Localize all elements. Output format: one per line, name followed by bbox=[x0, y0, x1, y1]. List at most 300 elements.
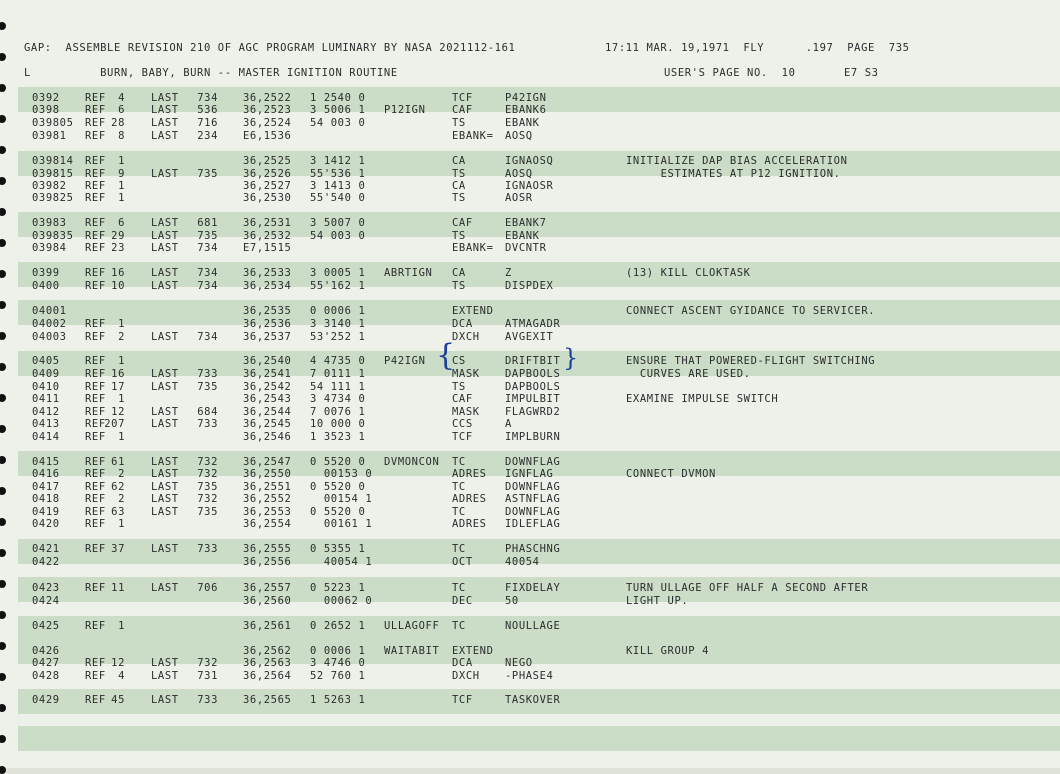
cell-num: 0415 bbox=[32, 456, 60, 468]
cell-code: 54 003 0 bbox=[310, 117, 366, 129]
cell-num: 0422 bbox=[32, 556, 60, 568]
cell-last: LAST bbox=[151, 456, 179, 468]
feed-hole bbox=[0, 84, 6, 92]
cell-addr: 36,2525 bbox=[243, 155, 292, 167]
cell-rn: 16 bbox=[111, 267, 125, 279]
cell-code: 4 4735 0 bbox=[310, 355, 366, 367]
cell-last: LAST bbox=[151, 368, 179, 380]
cell-op: TCF bbox=[452, 694, 473, 706]
cell-addr: 36,2530 bbox=[243, 192, 292, 204]
feed-hole bbox=[0, 394, 6, 402]
feed-hole bbox=[0, 425, 6, 433]
cell-rn: 2 bbox=[118, 493, 125, 505]
cell-num: 0425 bbox=[32, 620, 60, 632]
cell-operand: AOSQ bbox=[505, 130, 533, 142]
cell-num: 0417 bbox=[32, 481, 60, 493]
cell-ln: 735 bbox=[197, 381, 218, 393]
cell-code: 54 003 0 bbox=[310, 230, 366, 242]
cell-rn: 9 bbox=[118, 168, 125, 180]
cell-ref: REF bbox=[85, 267, 106, 279]
cell-comment: CONNECT ASCENT GYIDANCE TO SERVICER. bbox=[626, 305, 876, 317]
cell-code: 7 0076 1 bbox=[310, 406, 366, 418]
cell-ln: 732 bbox=[197, 493, 218, 505]
cell-ref: REF bbox=[85, 493, 106, 505]
feed-hole bbox=[0, 735, 6, 743]
cell-op: CA bbox=[452, 180, 466, 192]
cell-operand: EBANK bbox=[505, 117, 540, 129]
cell-last: LAST bbox=[151, 657, 179, 669]
cell-rn: 6 bbox=[118, 104, 125, 116]
cell-comment: CURVES ARE USED. bbox=[626, 368, 751, 380]
cell-last: LAST bbox=[151, 493, 179, 505]
cell-code: 3 1412 1 bbox=[310, 155, 366, 167]
cell-code: 52 760 1 bbox=[310, 670, 366, 682]
feed-hole bbox=[0, 239, 6, 247]
cell-num: 0418 bbox=[32, 493, 60, 505]
cell-operand: DRIFTBIT bbox=[505, 355, 561, 367]
cell-comment: (13) KILL CLOKTASK bbox=[626, 267, 751, 279]
cell-num: 0414 bbox=[32, 431, 60, 443]
cell-rn: 8 bbox=[118, 130, 125, 142]
cell-ref: REF bbox=[85, 620, 106, 632]
cell-code: 00154 1 bbox=[310, 493, 373, 505]
cell-rn: 6 bbox=[118, 217, 125, 229]
cell-comment: INITIALIZE DAP BIAS ACCELERATION bbox=[626, 155, 848, 167]
cell-ln: 734 bbox=[197, 331, 218, 343]
cell-addr: 36,2544 bbox=[243, 406, 292, 418]
cell-code: 0 0006 1 bbox=[310, 645, 366, 657]
cell-ln: 732 bbox=[197, 657, 218, 669]
cell-op: TC bbox=[452, 481, 466, 493]
cell-ref: REF bbox=[85, 92, 106, 104]
feed-hole bbox=[0, 642, 6, 650]
feed-hole bbox=[0, 115, 6, 123]
cell-op: DCA bbox=[452, 657, 473, 669]
cell-addr: 36,2542 bbox=[243, 381, 292, 393]
cell-num: 0412 bbox=[32, 406, 60, 418]
cell-code: 1 5263 1 bbox=[310, 694, 366, 706]
feed-hole bbox=[0, 549, 6, 557]
cell-ref: REF bbox=[85, 506, 106, 518]
cell-operand: AVGEXIT bbox=[505, 331, 554, 343]
cell-code: 0 0006 1 bbox=[310, 305, 366, 317]
cell-code: 0 2652 1 bbox=[310, 620, 366, 632]
cell-comment: ENSURE THAT POWERED-FLIGHT SWITCHING bbox=[626, 355, 876, 367]
cell-rn: 29 bbox=[111, 230, 125, 242]
cell-rn: 1 bbox=[118, 620, 125, 632]
cell-code: 3 5007 0 bbox=[310, 217, 366, 229]
cell-label: ULLAGOFF bbox=[384, 620, 440, 632]
cell-num: 0420 bbox=[32, 518, 60, 530]
cell-op: DXCH bbox=[452, 670, 480, 682]
cell-rn: 23 bbox=[111, 242, 125, 254]
cell-addr: E6,1536 bbox=[243, 130, 292, 142]
cell-code: 3 5006 1 bbox=[310, 104, 366, 116]
cell-operand: PHASCHNG bbox=[505, 543, 561, 555]
cell-ln: 732 bbox=[197, 468, 218, 480]
cell-operand: ATMAGADR bbox=[505, 318, 561, 330]
cell-code: 0 5223 1 bbox=[310, 582, 366, 594]
cell-code: 54 111 1 bbox=[310, 381, 366, 393]
cell-operand: P42IGN bbox=[505, 92, 547, 104]
cell-addr: 36,2535 bbox=[243, 305, 292, 317]
cell-num: 0421 bbox=[32, 543, 60, 555]
cell-ln: 735 bbox=[197, 481, 218, 493]
feed-hole bbox=[0, 456, 6, 464]
cell-code: 0 5355 1 bbox=[310, 543, 366, 555]
cell-last: LAST bbox=[151, 543, 179, 555]
cell-op: TS bbox=[452, 280, 466, 292]
cell-last: LAST bbox=[151, 217, 179, 229]
cell-op: EXTEND bbox=[452, 305, 494, 317]
cell-operand: 40054 bbox=[505, 556, 540, 568]
cell-ref: REF bbox=[85, 481, 106, 493]
cell-num: 0423 bbox=[32, 582, 60, 594]
cell-rn: 12 bbox=[111, 657, 125, 669]
cell-rn: 62 bbox=[111, 481, 125, 493]
cell-comment: CONNECT DVMON bbox=[626, 468, 716, 480]
cell-addr: 36,2555 bbox=[243, 543, 292, 555]
cell-rn: 28 bbox=[111, 117, 125, 129]
cell-label: WAITABIT bbox=[384, 645, 440, 657]
cell-operand: NEGO bbox=[505, 657, 533, 669]
cell-addr: 36,2526 bbox=[243, 168, 292, 180]
cell-num: 04003 bbox=[32, 331, 67, 343]
cell-code: 1 2540 0 bbox=[310, 92, 366, 104]
cell-ln: 732 bbox=[197, 456, 218, 468]
cell-rn: 16 bbox=[111, 368, 125, 380]
feed-hole bbox=[0, 208, 6, 216]
cell-code: 3 3140 1 bbox=[310, 318, 366, 330]
cell-ref: REF bbox=[85, 104, 106, 116]
cell-ln: 706 bbox=[197, 582, 218, 594]
cell-operand: EBANK6 bbox=[505, 104, 547, 116]
cell-ln: 735 bbox=[197, 230, 218, 242]
cell-addr: 36,2560 bbox=[243, 595, 292, 607]
cell-addr: 36,2563 bbox=[243, 657, 292, 669]
cell-code: 3 4734 0 bbox=[310, 393, 366, 405]
cell-operand: IGNAOSQ bbox=[505, 155, 554, 167]
cell-operand: DISPDEX bbox=[505, 280, 554, 292]
cell-num: 039825 bbox=[32, 192, 74, 204]
cell-label: P12IGN bbox=[384, 104, 426, 116]
cell-rn: 1 bbox=[118, 155, 125, 167]
cell-last: LAST bbox=[151, 104, 179, 116]
cell-addr: 36,2537 bbox=[243, 331, 292, 343]
feed-hole bbox=[0, 363, 6, 371]
cell-ref: REF bbox=[85, 318, 106, 330]
cell-ln: 734 bbox=[197, 267, 218, 279]
cell-label: DVMONCON bbox=[384, 456, 440, 468]
cell-code: 55'540 0 bbox=[310, 192, 366, 204]
cell-op: CA bbox=[452, 267, 466, 279]
cell-op: DEC bbox=[452, 595, 473, 607]
cell-ref: REF bbox=[85, 518, 106, 530]
cell-rn: 11 bbox=[111, 582, 125, 594]
cell-ref: REF bbox=[85, 670, 106, 682]
cell-ln: 735 bbox=[197, 168, 218, 180]
cell-addr: 36,2547 bbox=[243, 456, 292, 468]
cell-comment: TURN ULLAGE OFF HALF A SECOND AFTER bbox=[626, 582, 869, 594]
cell-addr: 36,2540 bbox=[243, 355, 292, 367]
feed-hole bbox=[0, 487, 6, 495]
cell-operand: FLAGWRD2 bbox=[505, 406, 561, 418]
cell-num: 04001 bbox=[32, 305, 67, 317]
cell-operand: NOULLAGE bbox=[505, 620, 561, 632]
cell-last: LAST bbox=[151, 331, 179, 343]
cell-ref: REF bbox=[85, 418, 106, 430]
cell-ref: REF bbox=[85, 230, 106, 242]
cell-addr: 36,2553 bbox=[243, 506, 292, 518]
cell-addr: 36,2534 bbox=[243, 280, 292, 292]
cell-addr: 36,2550 bbox=[243, 468, 292, 480]
cell-label: P42IGN bbox=[384, 355, 426, 367]
cell-op: TC bbox=[452, 543, 466, 555]
cell-operand: IMPULBIT bbox=[505, 393, 561, 405]
cell-comment: KILL GROUP 4 bbox=[626, 645, 710, 657]
cell-num: 0392 bbox=[32, 92, 60, 104]
cell-op: TCF bbox=[452, 92, 473, 104]
cell-num: 0419 bbox=[32, 506, 60, 518]
cell-last: LAST bbox=[151, 468, 179, 480]
feed-hole bbox=[0, 611, 6, 619]
greenbar-band bbox=[18, 726, 1060, 751]
cell-op: CS bbox=[452, 355, 466, 367]
cell-op: OCT bbox=[452, 556, 473, 568]
cell-op: ADRES bbox=[452, 493, 487, 505]
feed-hole bbox=[0, 766, 6, 774]
cell-op: TS bbox=[452, 381, 466, 393]
cell-comment: EXAMINE IMPULSE SWITCH bbox=[626, 393, 779, 405]
cell-ref: REF bbox=[85, 468, 106, 480]
cell-comment: ESTIMATES AT P12 IGNITION. bbox=[626, 168, 841, 180]
cell-ref: REF bbox=[85, 180, 106, 192]
cell-operand: EBANK bbox=[505, 230, 540, 242]
cell-code: 55'162 1 bbox=[310, 280, 366, 292]
cell-last: LAST bbox=[151, 406, 179, 418]
cell-addr: 36,2562 bbox=[243, 645, 292, 657]
cell-op: TC bbox=[452, 582, 466, 594]
cell-addr: 36,2557 bbox=[243, 582, 292, 594]
cell-num: 0399 bbox=[32, 267, 60, 279]
cell-code: 55'536 1 bbox=[310, 168, 366, 180]
cell-operand: DAPBOOLS bbox=[505, 368, 561, 380]
cell-rn: 2 bbox=[118, 468, 125, 480]
cell-last: LAST bbox=[151, 242, 179, 254]
cell-ref: REF bbox=[85, 168, 106, 180]
cell-ref: REF bbox=[85, 381, 106, 393]
cell-ln: 716 bbox=[197, 117, 218, 129]
cell-rn: 17 bbox=[111, 381, 125, 393]
header-user-page: USER'S PAGE NO. 10 E7 S3 bbox=[664, 67, 879, 79]
feed-hole bbox=[0, 53, 6, 61]
cell-label: ABRTIGN bbox=[384, 267, 433, 279]
cell-addr: 36,2522 bbox=[243, 92, 292, 104]
cell-num: 0398 bbox=[32, 104, 60, 116]
cell-rn: 1 bbox=[118, 355, 125, 367]
cell-last: LAST bbox=[151, 694, 179, 706]
cell-ln: 733 bbox=[197, 418, 218, 430]
cell-num: 0405 bbox=[32, 355, 60, 367]
cell-code: 0 5520 0 bbox=[310, 456, 366, 468]
handwritten-right-brace: } bbox=[563, 344, 579, 372]
cell-op: ADRES bbox=[452, 468, 487, 480]
cell-ref: REF bbox=[85, 242, 106, 254]
cell-op: CAF bbox=[452, 393, 473, 405]
cell-code: 10 000 0 bbox=[310, 418, 366, 430]
cell-op: TC bbox=[452, 506, 466, 518]
cell-ln: 731 bbox=[197, 670, 218, 682]
cell-op: MASK bbox=[452, 368, 480, 380]
cell-last: LAST bbox=[151, 506, 179, 518]
cell-rn: 207 bbox=[104, 418, 125, 430]
cell-num: 03982 bbox=[32, 180, 67, 192]
cell-num: 03984 bbox=[32, 242, 67, 254]
header-title: GAP: ASSEMBLE REVISION 210 OF AGC PROGRAM LUMINARY BY NASA 2021112-161 bbox=[24, 42, 516, 54]
cell-rn: 61 bbox=[111, 456, 125, 468]
cell-code: 3 1413 0 bbox=[310, 180, 366, 192]
cell-num: 0411 bbox=[32, 393, 60, 405]
cell-ref: REF bbox=[85, 117, 106, 129]
cell-rn: 1 bbox=[118, 192, 125, 204]
cell-last: LAST bbox=[151, 168, 179, 180]
cell-ref: REF bbox=[85, 355, 106, 367]
cell-operand: IMPLBURN bbox=[505, 431, 561, 443]
cell-ref: REF bbox=[85, 543, 106, 555]
cell-ref: REF bbox=[85, 582, 106, 594]
cell-addr: 36,2561 bbox=[243, 620, 292, 632]
cell-addr: 36,2545 bbox=[243, 418, 292, 430]
cell-num: 04002 bbox=[32, 318, 67, 330]
cell-ref: REF bbox=[85, 657, 106, 669]
cell-op: EXTEND bbox=[452, 645, 494, 657]
cell-last: LAST bbox=[151, 267, 179, 279]
cell-ref: REF bbox=[85, 280, 106, 292]
feed-hole bbox=[0, 22, 6, 30]
cell-ref: REF bbox=[85, 192, 106, 204]
cell-rn: 4 bbox=[118, 92, 125, 104]
feed-hole bbox=[0, 270, 6, 278]
cell-last: LAST bbox=[151, 670, 179, 682]
cell-op: TC bbox=[452, 620, 466, 632]
cell-last: LAST bbox=[151, 92, 179, 104]
cell-ref: REF bbox=[85, 155, 106, 167]
cell-rn: 45 bbox=[111, 694, 125, 706]
cell-addr: E7,1515 bbox=[243, 242, 292, 254]
cell-code: 53'252 1 bbox=[310, 331, 366, 343]
cell-op: ADRES bbox=[452, 518, 487, 530]
cell-code: 7 0111 1 bbox=[310, 368, 366, 380]
cell-operand: FIXDELAY bbox=[505, 582, 561, 594]
cell-rn: 63 bbox=[111, 506, 125, 518]
cell-ref: REF bbox=[85, 406, 106, 418]
cell-num: 039815 bbox=[32, 168, 74, 180]
cell-addr: 36,2533 bbox=[243, 267, 292, 279]
cell-operand: A bbox=[505, 418, 512, 430]
feed-hole bbox=[0, 580, 6, 588]
cell-num: 0413 bbox=[32, 418, 60, 430]
cell-operand: DOWNFLAG bbox=[505, 481, 561, 493]
cell-addr: 36,2546 bbox=[243, 431, 292, 443]
cell-last: LAST bbox=[151, 418, 179, 430]
cell-addr: 36,2554 bbox=[243, 518, 292, 530]
cell-operand: -PHASE4 bbox=[505, 670, 554, 682]
cell-num: 03981 bbox=[32, 130, 67, 142]
cell-code: 3 4746 0 bbox=[310, 657, 366, 669]
cell-operand: IGNFLAG bbox=[505, 468, 554, 480]
cell-num: 039835 bbox=[32, 230, 74, 242]
cell-operand: AOSR bbox=[505, 192, 533, 204]
cell-addr: 36,2543 bbox=[243, 393, 292, 405]
cell-code: 1 3523 1 bbox=[310, 431, 366, 443]
cell-rn: 2 bbox=[118, 331, 125, 343]
cell-code: 00153 0 bbox=[310, 468, 373, 480]
cell-ref: REF bbox=[85, 694, 106, 706]
cell-op: TS bbox=[452, 192, 466, 204]
cell-last: LAST bbox=[151, 381, 179, 393]
feed-hole bbox=[0, 673, 6, 681]
cell-operand: TASKOVER bbox=[505, 694, 561, 706]
cell-num: 0416 bbox=[32, 468, 60, 480]
cell-ln: 733 bbox=[197, 694, 218, 706]
cell-op: MASK bbox=[452, 406, 480, 418]
header-timestamp-page: 17:11 MAR. 19,1971 FLY .197 PAGE 735 bbox=[605, 42, 910, 54]
cell-rn: 1 bbox=[118, 518, 125, 530]
cell-num: 0429 bbox=[32, 694, 60, 706]
cell-code: 0 5520 0 bbox=[310, 506, 366, 518]
cell-num: 0427 bbox=[32, 657, 60, 669]
cell-last: LAST bbox=[151, 230, 179, 242]
cell-operand: DAPBOOLS bbox=[505, 381, 561, 393]
cell-operand: DOWNFLAG bbox=[505, 506, 561, 518]
cell-last: LAST bbox=[151, 481, 179, 493]
cell-addr: 36,2565 bbox=[243, 694, 292, 706]
cell-ln: 734 bbox=[197, 280, 218, 292]
cell-ref: REF bbox=[85, 130, 106, 142]
cell-last: LAST bbox=[151, 117, 179, 129]
feed-hole bbox=[0, 146, 6, 154]
cell-ref: REF bbox=[85, 368, 106, 380]
cell-op: EBANK= bbox=[452, 242, 494, 254]
cell-operand: ASTNFLAG bbox=[505, 493, 561, 505]
cell-num: 0424 bbox=[32, 595, 60, 607]
feed-hole bbox=[0, 177, 6, 185]
cell-code: 40054 1 bbox=[310, 556, 373, 568]
cell-num: 039814 bbox=[32, 155, 74, 167]
cell-num: 0410 bbox=[32, 381, 60, 393]
cell-rn: 1 bbox=[118, 393, 125, 405]
cell-operand: IGNAOSR bbox=[505, 180, 554, 192]
cell-op: EBANK= bbox=[452, 130, 494, 142]
cell-addr: 36,2523 bbox=[243, 104, 292, 116]
cell-addr: 36,2552 bbox=[243, 493, 292, 505]
cell-ref: REF bbox=[85, 456, 106, 468]
feed-hole bbox=[0, 518, 6, 526]
cell-addr: 36,2532 bbox=[243, 230, 292, 242]
cell-op: TCF bbox=[452, 431, 473, 443]
cell-ln: 681 bbox=[197, 217, 218, 229]
cell-num: 0426 bbox=[32, 645, 60, 657]
cell-num: 03983 bbox=[32, 217, 67, 229]
cell-op: TS bbox=[452, 230, 466, 242]
cell-num: 0428 bbox=[32, 670, 60, 682]
cell-ref: REF bbox=[85, 331, 106, 343]
cell-addr: 36,2531 bbox=[243, 217, 292, 229]
feed-hole bbox=[0, 704, 6, 712]
feed-hole bbox=[0, 301, 6, 309]
cell-num: 0409 bbox=[32, 368, 60, 380]
cell-ln: 536 bbox=[197, 104, 218, 116]
